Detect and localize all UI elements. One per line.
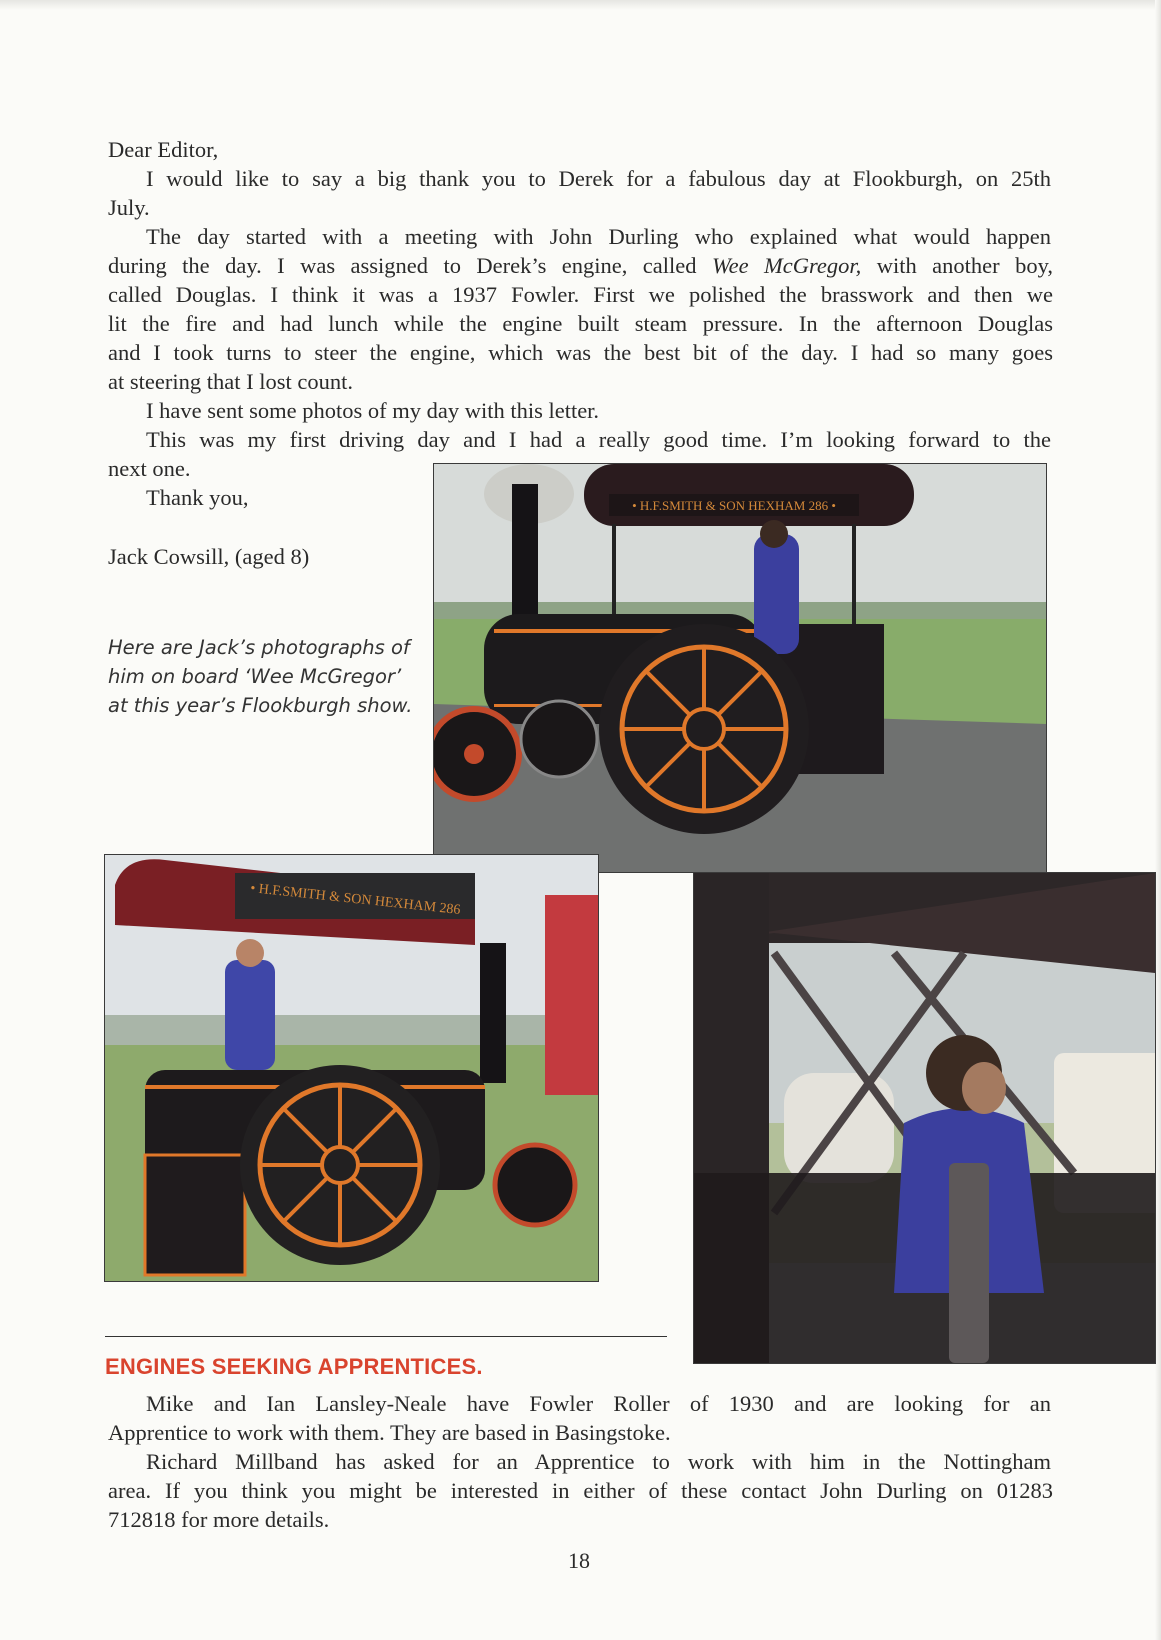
signature: Jack Cowsill, (aged 8) (108, 544, 310, 569)
section-text-line: area. If you think you might be interested in either of these contact John Durling on 01283 (108, 1478, 1053, 1503)
letter-text-line: The day started with a meeting with John Durling who explained what would happen (146, 224, 1051, 249)
photo-boy-on-engine (104, 854, 599, 1282)
letter-text-line: at steering that I lost count. (108, 369, 353, 394)
photo-boy-steering (693, 872, 1156, 1364)
section-text-line: Apprentice to work with them. They are based in Basingstoke. (108, 1420, 671, 1445)
canopy-lettering: • H.F.SMITH & SON HEXHAM 286 (249, 881, 462, 919)
letter-text-line: I have sent some photos of my day with this letter. (146, 398, 600, 423)
letter-text-line: This was my first driving day and I had a really good time. I’m looking forward to the (146, 427, 1051, 452)
letter-text-line: during the day. I was assigned to Derek’s engine, called Wee McGregor, with another boy, (108, 253, 1053, 278)
salutation: Dear Editor, (108, 137, 219, 162)
photo-engine-driving (433, 463, 1047, 873)
section-text-line: Richard Millband has asked for an Apprentice to work with him in the Nottingham (146, 1449, 1051, 1474)
page-edge-right (1155, 0, 1161, 1640)
letter-text-line: called Douglas. I think it was a 1937 Fowler. First we polished the brasswork and then we (108, 282, 1053, 307)
page-edge (0, 0, 1161, 10)
closing: Thank you, (146, 485, 249, 510)
section-text-line: 712818 for more details. (108, 1507, 330, 1532)
section-text-line: Mike and Ian Lansley-Neale have Fowler Roller of 1930 and are looking for an (146, 1391, 1051, 1416)
letter-text-line: I would like to say a big thank you to Derek for a fabulous day at Flookburgh, on 25th (146, 166, 1051, 191)
letter-text-line: next one. (108, 456, 191, 481)
engine-name: Wee McGregor, (711, 253, 862, 278)
section-divider (105, 1336, 667, 1337)
section-heading: ENGINES SEEKING APPRENTICES. (105, 1354, 483, 1379)
page-number: 18 (568, 1548, 590, 1573)
letter-text-line: and I took turns to steer the engine, which was the best bit of the day. I had so many goes (108, 340, 1053, 365)
letter-text-line: July. (108, 195, 150, 220)
letter-text-line: lit the fire and had lunch while the engine built steam pressure. In the afternoon Douglas (108, 311, 1053, 336)
canopy-lettering: • H.F.SMITH & SON HEXHAM 286 • (632, 498, 836, 513)
